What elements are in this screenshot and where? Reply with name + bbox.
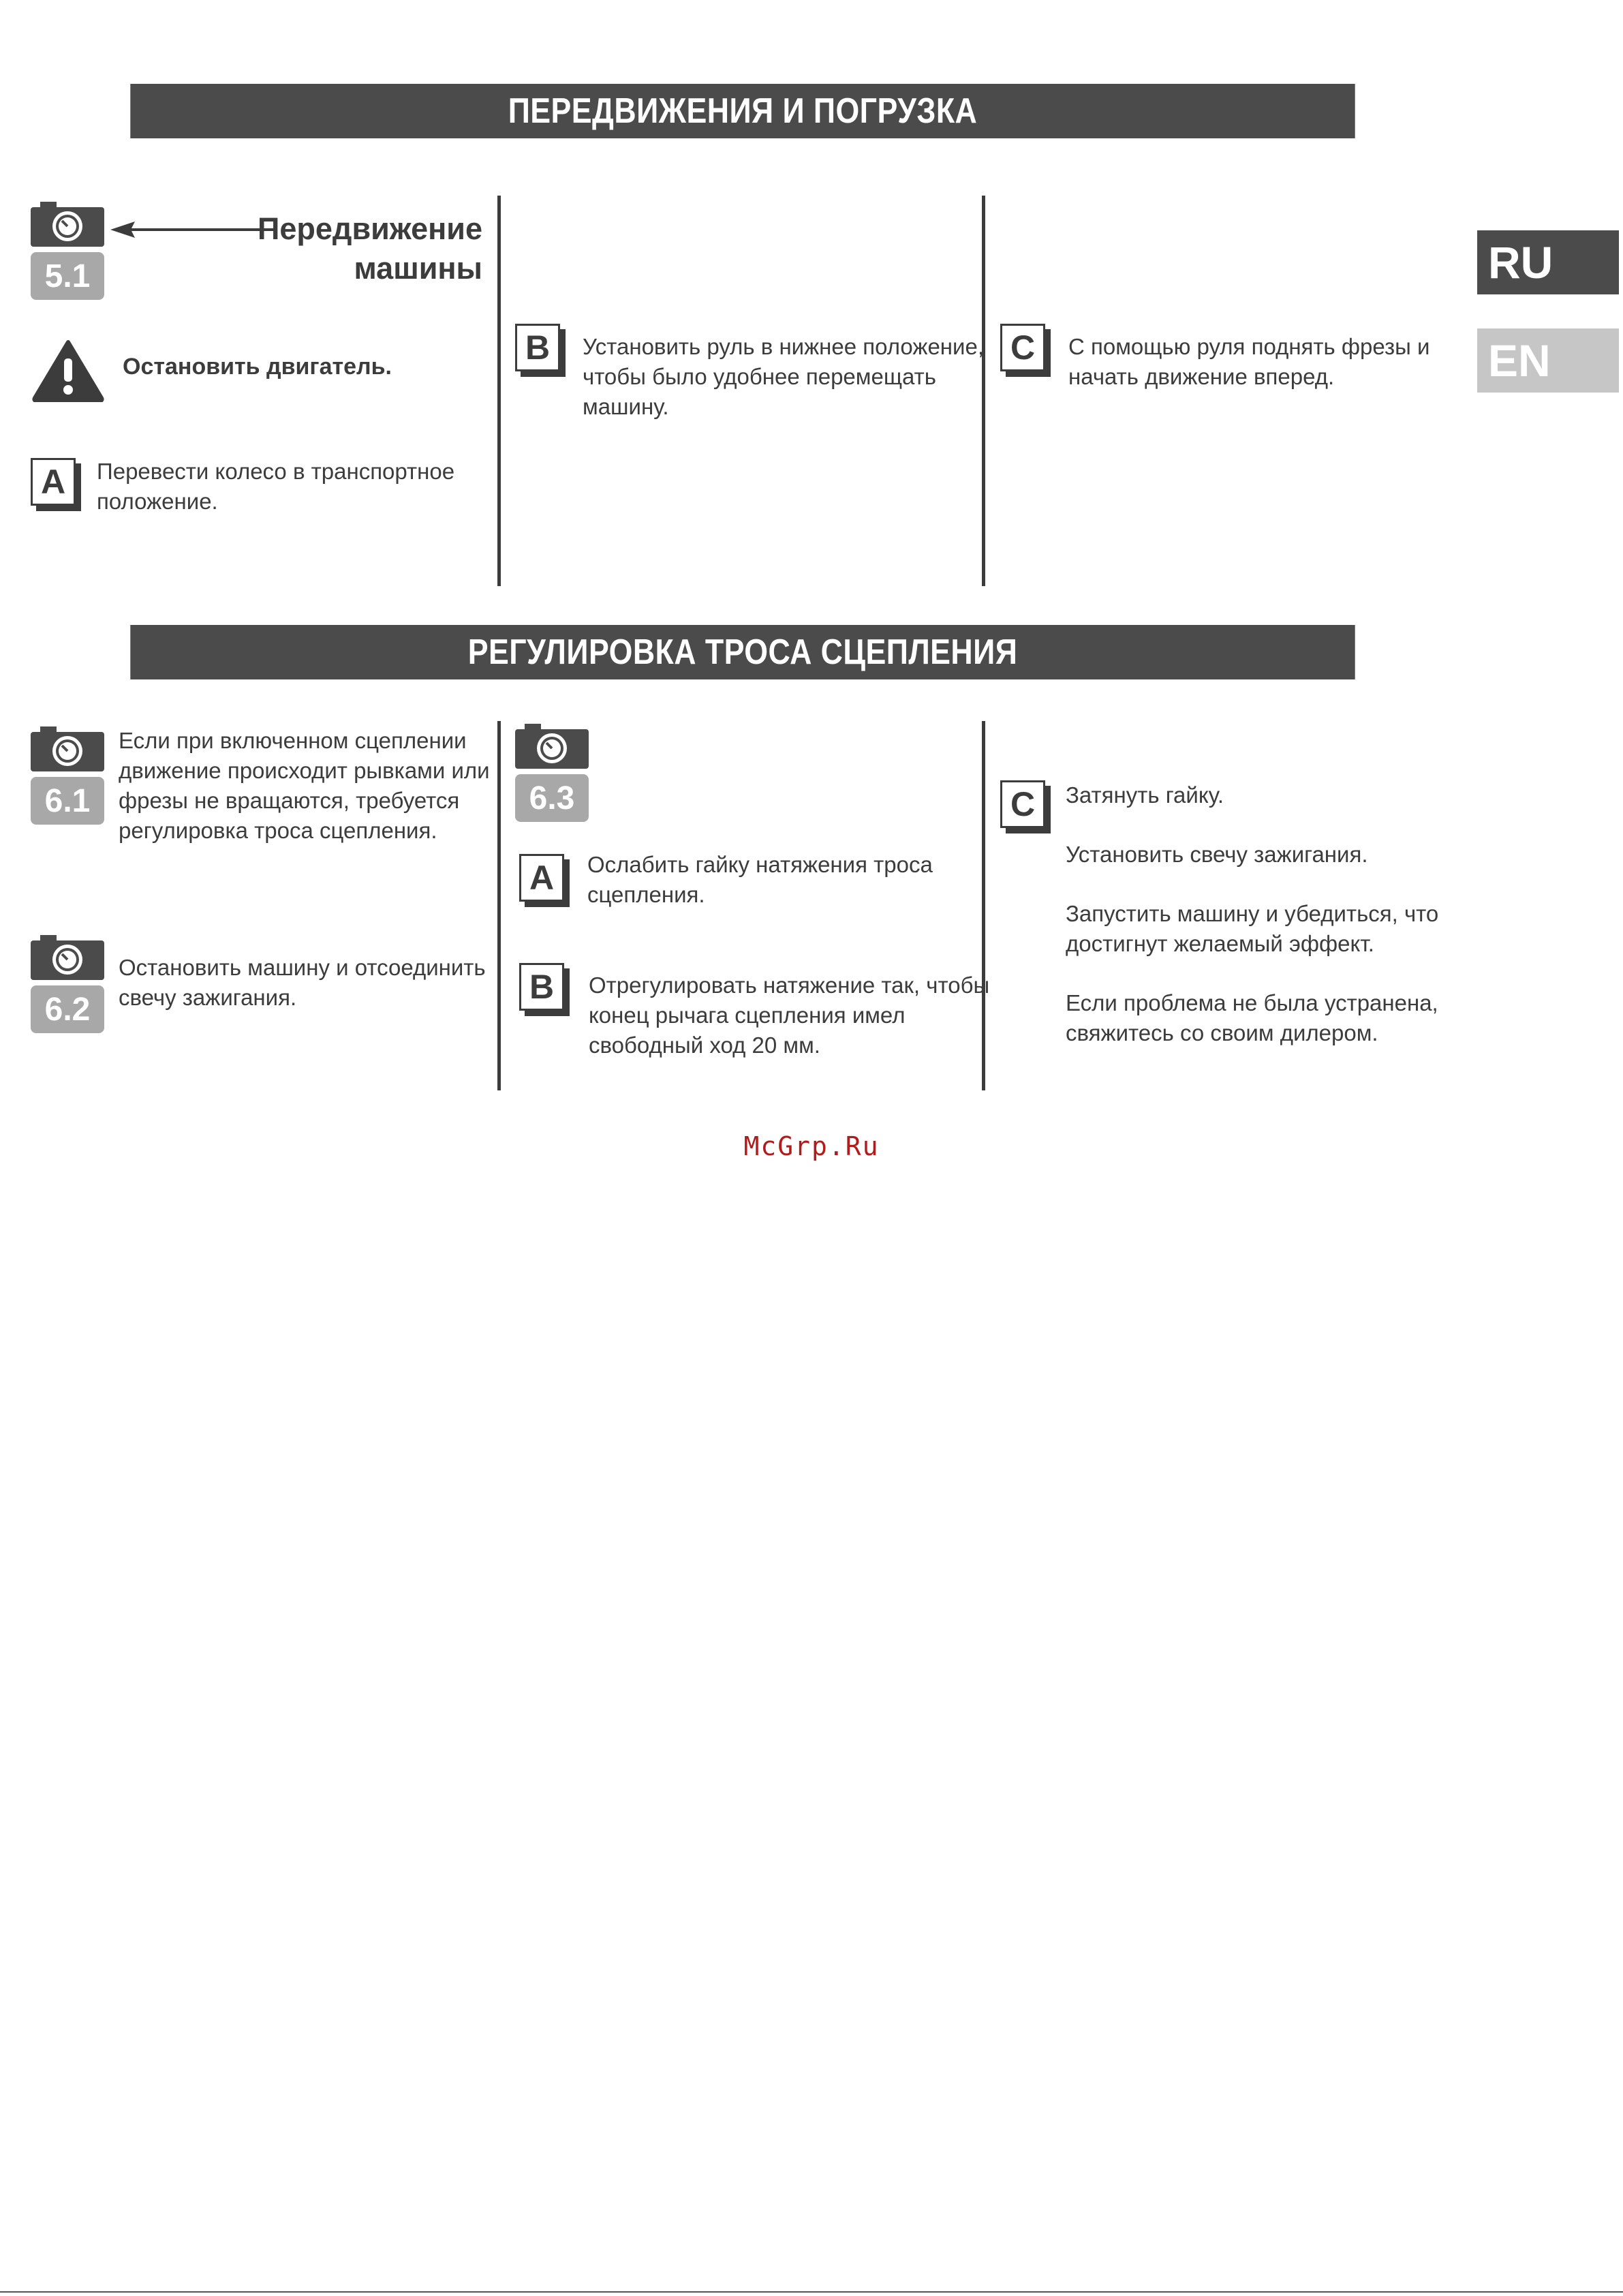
text-line: Затянуть гайку.: [1066, 782, 1224, 808]
step-letter-badge: C: [1000, 780, 1045, 828]
text-line: Если проблема не была устранена,: [1066, 990, 1438, 1015]
clutch-step-a-text: [587, 850, 933, 910]
language-tab-en[interactable]: [1477, 328, 1619, 393]
figure-61-text: [119, 726, 490, 846]
language-label: EN: [1488, 335, 1551, 386]
text-line: Ослабить гайку натяжения троса: [587, 852, 933, 877]
figure-62-text: [119, 953, 486, 1013]
figure-number: 5.1: [31, 252, 104, 300]
camera-figure-ref: [31, 202, 104, 300]
text-line: регулировка троса сцепления.: [119, 818, 437, 843]
text-line: фрезы не вращаются, требуется: [119, 788, 460, 813]
text-line: чтобы было удобнее перемещать: [583, 364, 936, 389]
page-bottom-rule: [0, 2291, 1623, 2293]
text-line: сцепления.: [587, 882, 705, 907]
text-line: машину.: [583, 394, 669, 419]
language-tab-ru[interactable]: [1477, 230, 1619, 294]
figure-number: 6.1: [31, 777, 104, 825]
language-label: RU: [1488, 237, 1554, 288]
step-letter-badge: A: [519, 854, 564, 902]
warning-text: Остановить двигатель.: [123, 354, 392, 380]
camera-icon: [515, 724, 589, 769]
text-line: Перевести колесо в транспортное: [97, 459, 455, 484]
step-letter-badge: B: [519, 963, 564, 1011]
camera-figure-ref: [31, 935, 104, 1033]
camera-figure-ref: [31, 726, 104, 825]
section-header-clutch: [130, 625, 1355, 679]
section-header-transport: [130, 84, 1355, 138]
clutch-step-c-text: [1066, 780, 1438, 1048]
text-line: положение.: [97, 489, 218, 514]
step-c-text: [1068, 332, 1429, 392]
step-letter-badge: B: [515, 324, 560, 371]
text-line: Установить руль в нижнее положение,: [583, 334, 984, 359]
figure-number: 6.3: [515, 774, 589, 822]
text-line: достигнут желаемый эффект.: [1066, 931, 1374, 956]
warning-icon: [32, 339, 104, 402]
text-line: свободный ход 20 мм.: [589, 1032, 820, 1058]
camera-figure-ref: [515, 724, 589, 822]
text-line: Отрегулировать натяжение так, чтобы: [589, 973, 990, 998]
column-divider: [497, 196, 501, 586]
figure-number: 6.2: [31, 985, 104, 1033]
text-line: Установить свечу зажигания.: [1066, 842, 1368, 867]
camera-icon: [31, 726, 104, 771]
text-line: начать движение вперед.: [1068, 364, 1335, 389]
step-letter-badge: A: [31, 458, 76, 506]
step-b-text: [583, 332, 984, 422]
text-line: С помощью руля поднять фрезы и: [1068, 334, 1430, 359]
text-line: свяжитесь со своим дилером.: [1066, 1020, 1378, 1045]
section-title: РЕГУЛИРОВКА ТРОСА СЦЕПЛЕНИЯ: [467, 632, 1018, 672]
text-line: движение происходит рывками или: [119, 758, 490, 783]
clutch-step-b-text: [589, 970, 989, 1060]
text-line: конец рычага сцепления имел: [589, 1002, 906, 1028]
text-line: Если при включенном сцеплении: [119, 728, 467, 753]
section-title: ПЕРЕДВИЖЕНИЯ И ПОГРУЗКА: [508, 91, 978, 131]
step-a-text: [97, 457, 454, 517]
camera-icon: [31, 202, 104, 247]
watermark-text: McGrp.Ru: [743, 1131, 880, 1161]
heading-line: машины: [354, 251, 482, 286]
camera-icon: [31, 935, 104, 980]
subsection-heading: [245, 209, 482, 288]
step-letter-badge: C: [1000, 324, 1045, 371]
heading-line: Передвижение: [258, 211, 482, 246]
text-line: Остановить машину и отсоединить: [119, 955, 486, 980]
column-divider: [497, 721, 501, 1090]
text-line: Запустить машину и убедиться, что: [1066, 901, 1439, 926]
text-line: свечу зажигания.: [119, 985, 297, 1010]
